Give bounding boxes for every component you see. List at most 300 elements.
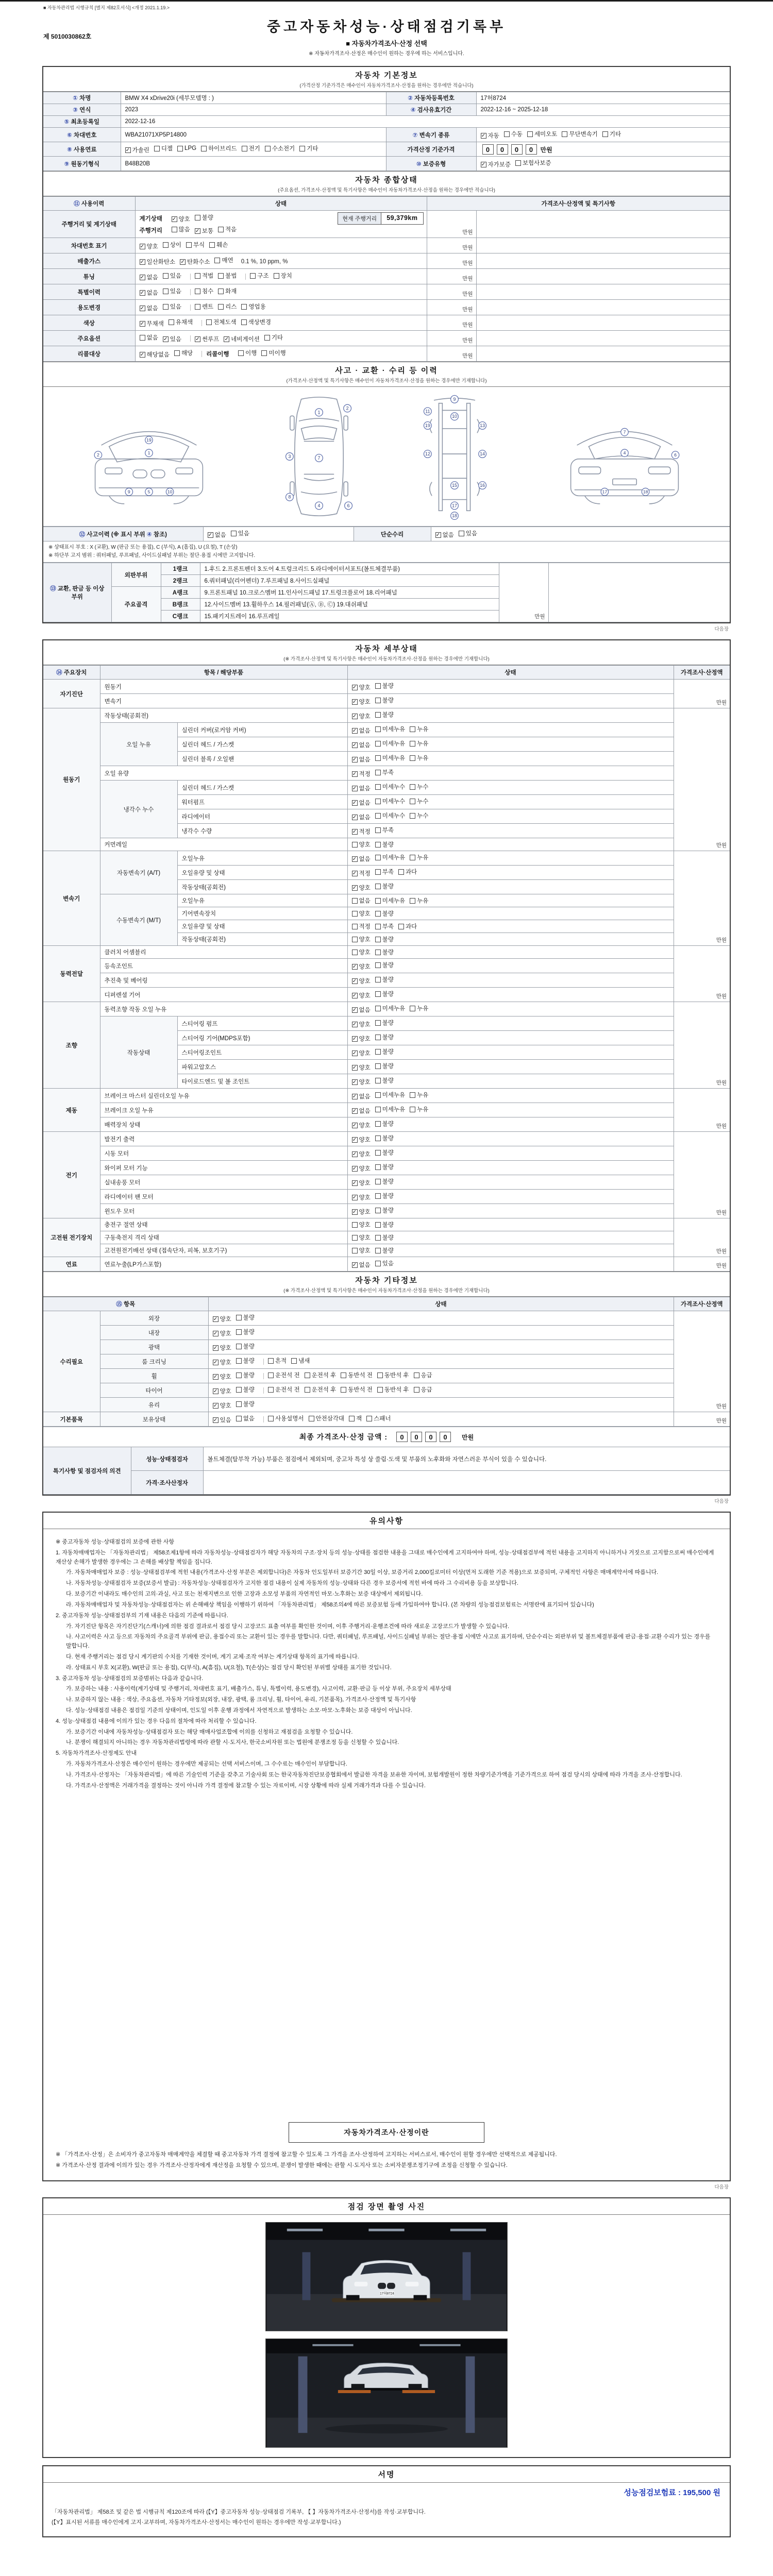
option-label: 양호: [146, 244, 158, 250]
option-없음[interactable]: [352, 1261, 371, 1269]
option-없음[interactable]: [352, 741, 371, 749]
state-cell: [347, 1060, 674, 1074]
signature-section-header: [43, 2466, 730, 2483]
option-없음[interactable]: [352, 799, 371, 807]
option-label: 불량: [382, 911, 394, 917]
option-안전삼각대[interactable]: [309, 1414, 345, 1422]
current-mileage-box: [338, 212, 423, 225]
detail-row: [43, 1244, 730, 1257]
state-cell: [208, 1354, 674, 1369]
field-label: ④ 검사유효기간: [386, 104, 476, 116]
option-미세누유[interactable]: [375, 754, 405, 762]
panel-group-label: 주요골격: [111, 587, 161, 622]
option-불량[interactable]: [375, 1233, 394, 1242]
option-전체도색[interactable]: [206, 318, 236, 326]
option-운전석 후[interactable]: [305, 1385, 337, 1394]
option-양호[interactable]: [352, 935, 371, 943]
option-불량[interactable]: [375, 1062, 394, 1070]
option-label: 보통: [201, 228, 213, 234]
option-양호[interactable]: [352, 1208, 371, 1216]
option-누수[interactable]: [410, 783, 428, 791]
option-운전석 전[interactable]: [268, 1385, 300, 1394]
option-많음[interactable]: [172, 225, 190, 233]
option-누유[interactable]: [410, 739, 428, 748]
field-value: BMW X4 xDrive20i (세부모델명 : ): [121, 92, 386, 104]
checkbox-icon: [195, 215, 200, 221]
option-없음[interactable]: [236, 1414, 255, 1422]
option-불량[interactable]: [375, 1163, 394, 1171]
option-없음[interactable]: [352, 855, 371, 863]
item-name: 발전기 출력: [100, 1132, 347, 1146]
option-구조[interactable]: [250, 272, 268, 280]
option-해당[interactable]: [174, 349, 193, 357]
checkbox-icon: [172, 227, 177, 232]
option-양호[interactable]: [352, 1150, 371, 1158]
option-동반석 후[interactable]: [377, 1371, 409, 1379]
option-양호[interactable]: [352, 1193, 371, 1201]
option-있음[interactable]: [163, 302, 181, 311]
option-수소전기[interactable]: [265, 144, 295, 152]
option-기타[interactable]: [602, 130, 621, 138]
option-불량[interactable]: [236, 1313, 255, 1321]
option-응급[interactable]: [414, 1371, 432, 1379]
checkbox-checked-icon: ✓: [352, 1050, 357, 1056]
checkbox-icon: [375, 1107, 381, 1112]
option-전기[interactable]: [242, 144, 260, 152]
option-불량[interactable]: [375, 975, 394, 984]
option-양호[interactable]: [352, 991, 371, 999]
option-적정[interactable]: [352, 827, 371, 836]
option-양호[interactable]: [352, 962, 371, 971]
option-없음[interactable]: [352, 896, 371, 905]
option-label: 적정: [359, 771, 371, 777]
option-보험사보증[interactable]: [515, 159, 551, 167]
option-불량[interactable]: [236, 1400, 255, 1408]
option-불량[interactable]: [375, 1120, 394, 1128]
device-label: 동력전달: [43, 946, 100, 1002]
inspection-photo-front-view: [265, 2222, 508, 2331]
state-cell: [347, 959, 674, 973]
rank-parts: 15.패키지트레이 16.루프레일: [200, 611, 499, 622]
option-label: 무단변속기: [569, 131, 598, 138]
item-name: 기어변속장치: [177, 907, 347, 920]
option-label: 없음: [359, 1094, 371, 1100]
option-부족[interactable]: [375, 768, 394, 776]
option-label: 양호: [359, 1022, 371, 1028]
rank-label: A랭크: [161, 587, 200, 599]
option-불량[interactable]: [375, 682, 394, 690]
option-없음[interactable]: [208, 531, 226, 539]
checkbox-icon: [375, 1078, 381, 1083]
option-양호[interactable]: [352, 1078, 371, 1086]
detail-row: [43, 851, 730, 866]
option-응급[interactable]: [414, 1385, 432, 1394]
option-불량[interactable]: [375, 1192, 394, 1200]
device-label: 연료: [43, 1257, 100, 1272]
option-불량[interactable]: [236, 1342, 255, 1350]
option-미세누유[interactable]: [375, 725, 405, 733]
option-디젤[interactable]: [154, 144, 173, 152]
option-label: 불량: [243, 1329, 255, 1335]
option-가솔린[interactable]: [125, 146, 149, 154]
state-cell: [347, 1016, 674, 1031]
option-동반석 전[interactable]: [341, 1385, 373, 1394]
option-영업용[interactable]: [241, 302, 265, 311]
option-label: 미세누유: [382, 855, 406, 861]
option-불량[interactable]: [195, 213, 213, 222]
option-유채색[interactable]: [169, 318, 193, 326]
checkbox-icon: [410, 1006, 415, 1011]
option-하이브리드[interactable]: [201, 144, 237, 152]
option-미세누수[interactable]: [375, 783, 405, 791]
checkbox-icon: [274, 273, 279, 279]
detail-condition-table: [43, 665, 730, 1272]
exchange-label: ⑬ 교환, 판금 등 이상 부위: [43, 563, 111, 622]
option-이행[interactable]: [238, 349, 257, 357]
state-cell: [347, 851, 674, 866]
option-운전석 전[interactable]: [268, 1371, 300, 1379]
detail-row: [43, 1132, 730, 1146]
option-불량[interactable]: [375, 1033, 394, 1041]
checkbox-icon: [206, 319, 212, 325]
option-부식[interactable]: [186, 241, 205, 249]
option-없음[interactable]: [140, 304, 158, 312]
checkbox-checked-icon: ✓: [352, 756, 357, 762]
option-label: 양호: [359, 1222, 371, 1228]
option-불량[interactable]: [375, 710, 394, 719]
option-불량[interactable]: [375, 1177, 394, 1185]
basic-info-table: [43, 92, 730, 171]
option-냄새[interactable]: [291, 1357, 310, 1365]
checkbox-checked-icon: ✓: [352, 1194, 357, 1200]
option-훼손[interactable]: [209, 241, 228, 249]
option-미세누유[interactable]: [375, 739, 405, 748]
option-label: 있음: [170, 336, 181, 343]
checkbox-icon: [236, 1416, 242, 1421]
option-양호[interactable]: [213, 1315, 231, 1323]
digit-box: 0: [425, 1432, 436, 1442]
option-누유[interactable]: [410, 1091, 428, 1099]
option-불량[interactable]: [375, 990, 394, 998]
option-누유[interactable]: [410, 1004, 428, 1012]
option-label: 없음: [146, 306, 158, 312]
option-불량[interactable]: [375, 1246, 394, 1255]
option-양호[interactable]: [352, 712, 371, 720]
checkbox-icon: [375, 1164, 381, 1170]
option-label: 과다: [405, 869, 417, 875]
notice-line: 나. 분쟁이 해결되지 아니하는 경우 자동차관리법령에 따라 관할 시·도지사, 한국소비자원 또는 법원에 분쟁조정 등을 신청할 수 있습니다.: [66, 1739, 399, 1746]
option-불량[interactable]: [375, 1206, 394, 1214]
option-미세누수[interactable]: [375, 797, 405, 805]
option-누유[interactable]: [410, 1105, 428, 1113]
option-화재[interactable]: [218, 287, 237, 295]
opinion-text: 볼트체결(탈부착 가능) 부품은 점검에서 제외되며, 중고차 특성 상 쓸림·도색 및 부품의 노후화와 자연스러운 부식이 있을 수 있습니다.: [203, 1447, 730, 1471]
option-있음[interactable]: [459, 529, 477, 537]
option-상이[interactable]: [163, 241, 181, 249]
option-운전석 후[interactable]: [305, 1371, 337, 1379]
option-양호[interactable]: [352, 909, 371, 918]
checkbox-checked-icon: ✓: [352, 1137, 357, 1143]
option-색상변경[interactable]: [241, 318, 271, 326]
option-양호[interactable]: [172, 215, 190, 223]
option-무단변속기[interactable]: [562, 130, 598, 138]
option-불량[interactable]: [236, 1357, 255, 1365]
option-미세누유[interactable]: [375, 853, 405, 861]
checkbox-icon: [291, 1358, 297, 1364]
detail-row: [43, 1002, 730, 1016]
option-썬루프[interactable]: [195, 335, 219, 343]
option-기타[interactable]: [264, 333, 283, 342]
option-미이행[interactable]: [261, 349, 285, 357]
field-value: [476, 157, 730, 171]
etc-header-row: [43, 1297, 730, 1311]
etc-row: [43, 1412, 730, 1427]
option-잭[interactable]: [349, 1414, 362, 1422]
price-cell: 만원: [674, 680, 730, 708]
option-침수[interactable]: [195, 287, 213, 295]
option-양호[interactable]: [352, 977, 371, 985]
option-label: 불량: [243, 1344, 255, 1350]
emission-values: 0.1 %, 10 ppm, %: [241, 258, 288, 265]
option-불량[interactable]: [236, 1328, 255, 1336]
option-양호[interactable]: [352, 1063, 371, 1072]
rank-parts: 6.쿼터패널(리어펜더) 7.루프패널 8.사이드실패널: [200, 575, 499, 587]
option-미세누유[interactable]: [375, 1091, 405, 1099]
option-네비게이션[interactable]: [224, 335, 260, 343]
option-불량[interactable]: [375, 1076, 394, 1084]
option-label: 불량: [382, 1150, 394, 1156]
item-name: 배력장치 상태: [100, 1117, 347, 1132]
option-적법[interactable]: [195, 272, 213, 280]
option-없음[interactable]: [352, 755, 371, 764]
option-적음[interactable]: [218, 225, 237, 233]
option-불법[interactable]: [218, 272, 237, 280]
option-불량[interactable]: [236, 1371, 255, 1379]
svg-text:10: 10: [167, 489, 172, 495]
option-불량[interactable]: [375, 909, 394, 918]
checkbox-icon: [352, 924, 358, 929]
option-label: 양호: [220, 1360, 231, 1366]
option-LPG[interactable]: [177, 145, 196, 151]
checkbox-checked-icon: ✓: [213, 1402, 218, 1409]
option-label: 썬루프: [201, 336, 220, 343]
detail-row: [43, 988, 730, 1002]
option-불량[interactable]: [375, 1221, 394, 1229]
option-리스[interactable]: [218, 302, 237, 311]
state-cell: [347, 694, 674, 708]
option-양호[interactable]: [352, 698, 371, 706]
option-무채색[interactable]: [140, 319, 164, 328]
exchange-row: [43, 563, 730, 575]
option-흔적[interactable]: [268, 1357, 287, 1365]
option-누유[interactable]: [410, 853, 428, 861]
option-양호[interactable]: [352, 683, 371, 691]
option-자동[interactable]: [481, 131, 499, 140]
option-양호[interactable]: [352, 1164, 371, 1173]
option-없음[interactable]: [352, 1006, 371, 1014]
checkbox-icon: [375, 1179, 381, 1184]
option-장치[interactable]: [274, 272, 292, 280]
option-부족[interactable]: [375, 826, 394, 834]
option-없음[interactable]: [140, 273, 158, 281]
option-미세누수[interactable]: [375, 811, 405, 820]
option-양호[interactable]: [140, 242, 158, 250]
state-cell: [347, 988, 674, 1002]
option-label: 기타: [609, 131, 621, 138]
option-양호[interactable]: [352, 1136, 371, 1144]
option-적정[interactable]: [352, 770, 371, 778]
option-누유[interactable]: [410, 754, 428, 762]
option-양호[interactable]: [352, 948, 371, 956]
option-없음[interactable]: [352, 1107, 371, 1115]
etc-item-name: 유리: [100, 1398, 208, 1412]
option-동반석 후[interactable]: [377, 1385, 409, 1394]
option-사용설명서[interactable]: [268, 1414, 304, 1422]
option-불량[interactable]: [375, 961, 394, 969]
option-없음[interactable]: [352, 1092, 371, 1100]
checkbox-checked-icon: ✓: [352, 1093, 357, 1099]
option-불량[interactable]: [375, 696, 394, 704]
option-양호[interactable]: [213, 1387, 231, 1395]
checkbox-icon: [375, 950, 381, 955]
option-양호[interactable]: [352, 1221, 371, 1229]
item-name: 실린더 커버(로커암 커버): [177, 723, 347, 737]
option-label: 탄화수소: [187, 259, 210, 265]
option-양호[interactable]: [213, 1401, 231, 1410]
option-없음[interactable]: [352, 784, 371, 792]
option-양호[interactable]: [213, 1372, 231, 1381]
option-세미오토[interactable]: [527, 130, 557, 138]
item-name: 변속기: [100, 694, 347, 708]
option-보통[interactable]: [195, 227, 213, 235]
option-부족[interactable]: [375, 922, 394, 930]
option-양호[interactable]: [213, 1358, 231, 1366]
option-과다[interactable]: [398, 868, 417, 876]
option-있음[interactable]: [163, 287, 181, 295]
option-있음[interactable]: [231, 529, 249, 537]
option-미세누유[interactable]: [375, 896, 405, 905]
option-없음[interactable]: [435, 531, 454, 539]
option-양호[interactable]: [352, 884, 371, 892]
option-누수[interactable]: [410, 797, 428, 805]
option-미세누유[interactable]: [375, 1105, 405, 1113]
option-불량[interactable]: [375, 935, 394, 943]
option-불량[interactable]: [236, 1385, 255, 1394]
option-있음[interactable]: [213, 1416, 231, 1424]
checkbox-icon: [241, 304, 247, 310]
option-없음[interactable]: [352, 813, 371, 821]
option-양호[interactable]: [352, 840, 371, 849]
checkbox-checked-icon: ✓: [352, 1165, 357, 1172]
option-불량[interactable]: [375, 882, 394, 890]
state-cell: [208, 1398, 674, 1412]
digit-box: 0: [440, 1432, 451, 1442]
etc-note: (※ 가격조사·산정액 및 특기사항은 매수인이 자동차가격조사·산정을 원하는 경우에만 기재합니다): [283, 1288, 490, 1294]
checkbox-icon: [375, 741, 381, 747]
svg-text:6: 6: [674, 452, 677, 457]
price-cell: 만원: [427, 211, 476, 238]
checkbox-icon: [398, 924, 404, 929]
option-누유[interactable]: [410, 896, 428, 905]
option-있음[interactable]: [163, 335, 181, 343]
opinion-row: [43, 1447, 730, 1471]
option-양호[interactable]: [352, 1049, 371, 1057]
checkbox-icon: [602, 131, 608, 137]
option-누유[interactable]: [410, 725, 428, 733]
option-동반석 전[interactable]: [341, 1371, 373, 1379]
checkbox-checked-icon: ✓: [140, 274, 145, 280]
option-양호[interactable]: [352, 1020, 371, 1028]
state-cell: [347, 1117, 674, 1132]
state-cell: [347, 737, 674, 752]
option-탄화수소[interactable]: [180, 258, 210, 266]
option-미세누유[interactable]: [375, 1004, 405, 1012]
option-일산화탄소[interactable]: [140, 258, 176, 266]
checkbox-icon: [218, 289, 224, 294]
opinion-role: 성능·상태점검자: [131, 1447, 203, 1471]
option-양호[interactable]: [352, 1246, 371, 1255]
checkbox-checked-icon: ✓: [352, 1021, 357, 1027]
option-양호[interactable]: [352, 1179, 371, 1187]
car-diagram-top-body-view: [279, 393, 359, 520]
option-렌트[interactable]: [195, 302, 213, 311]
option-label: 불량: [382, 977, 394, 983]
checkbox-icon: [375, 784, 381, 790]
rank-parts: 1.후드 2.프론트펜더 3.도어 4.트렁크리드 5.라디에이터서포트(볼트체결부품): [200, 563, 499, 575]
option-label: 누수: [417, 813, 429, 819]
checkbox-checked-icon: ✓: [352, 1007, 357, 1013]
option-매연[interactable]: [214, 256, 233, 264]
checkbox-icon: [375, 1092, 381, 1098]
option-적정[interactable]: [352, 869, 371, 877]
option-불량[interactable]: [375, 1019, 394, 1027]
option-양호[interactable]: [352, 1233, 371, 1242]
accident-note: (가격조사·산정액 및 특기사항은 매수인이 자동차가격조사·산정을 원하는 경우에만 기재합니다): [286, 378, 487, 384]
option-있음[interactable]: [375, 1259, 394, 1267]
option-자가보증[interactable]: [481, 160, 511, 168]
option-양호[interactable]: [352, 1035, 371, 1043]
option-없음[interactable]: [140, 333, 158, 342]
option-label: 불량: [382, 1078, 394, 1084]
option-불량[interactable]: [375, 948, 394, 956]
notice-line: ※ 중고자동차 성능·상태점검의 보증에 관한 사항: [56, 1539, 175, 1545]
option-불량[interactable]: [375, 1047, 394, 1056]
option-불량[interactable]: [375, 1134, 394, 1142]
option-적정[interactable]: [352, 922, 371, 930]
state-cell: [347, 1190, 674, 1204]
option-과다[interactable]: [398, 922, 417, 930]
option-기타[interactable]: [299, 144, 318, 152]
checkbox-icon: [375, 991, 381, 997]
option-누수[interactable]: [410, 811, 428, 820]
option-부족[interactable]: [375, 868, 394, 876]
option-양호[interactable]: [213, 1329, 231, 1337]
option-스패너[interactable]: [366, 1414, 391, 1422]
option-없음[interactable]: [352, 726, 371, 735]
option-양호[interactable]: [213, 1344, 231, 1352]
opinion-role: 가격·조사산정자: [131, 1471, 203, 1495]
option-있음[interactable]: [163, 272, 181, 280]
option-해당없음[interactable]: [140, 350, 170, 359]
col-price-note: 가격조사·산정액 및 특기사항: [427, 197, 730, 211]
option-양호[interactable]: [352, 1121, 371, 1129]
checkbox-icon: [341, 1372, 346, 1378]
option-수동[interactable]: [504, 130, 523, 138]
option-불량[interactable]: [375, 1148, 394, 1157]
option-불량[interactable]: [375, 840, 394, 849]
option-없음[interactable]: [140, 289, 158, 297]
state-cell: [347, 708, 674, 723]
